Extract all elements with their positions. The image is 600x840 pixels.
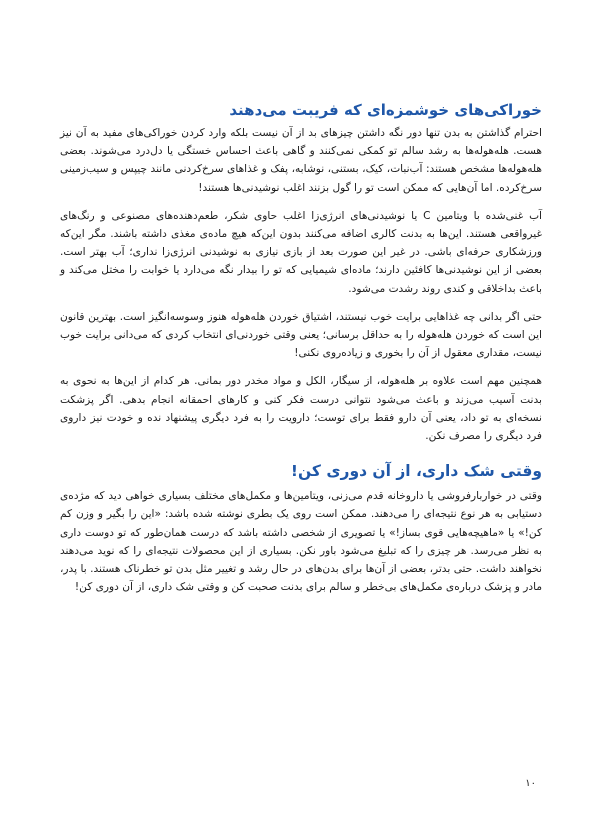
paragraph: آب غنی‌شده با ویتامین C یا نوشیدنی‌های انرژی‌زا اغلب حاوی شکر، طعم‌دهنده‌های مصنوعی و رنگ‌های غیرواقعی هستند. این‌ها به بدنت کالری اضافه می‌کنند بدون این‌که هیچ ماده‌ی مغذی داشته باشند. مگر این‌که ورزشکاری حرفه‌ای باشی. در غیر این صورت بعد از بازی نیازی به نوشیدنی انرژی‌زا نداری؛ آب بهتر است. بعضی از این نوشیدنی‌ها کافئین دارند؛ ماده‌ای شیمیایی که تو را بیدار نگه می‌دارد یا خوابت را مختل می‌کند و باعث بداخلاقی و کندی روند رشدت می‌شود.: [60, 209, 542, 295]
section-heading-when-in-doubt: وقتی شک داری، از آن دوری کن!: [290, 462, 542, 481]
page-number: ۱۰: [525, 778, 536, 789]
section-heading-tasty-junk: خوراکی‌های خوشمزه‌ای که فریبت می‌دهند: [229, 101, 542, 119]
paragraph: همچنین مهم است علاوه بر هله‌هوله، از سیگار، الکل و مواد مخدر دور بمانی. هر کدام از این‌ها به نحوی به بدنت آسیب می‌زند و باعث می‌شود نتوانی درست فکر کنی و کارهای احمقانه انجام بدهی. اگر پزشکت نسخه‌ای به تو داد، یعنی آن دارو فقط برای توست؛ دارویت را به فرد دیگری پیشنهاد نده و خودت نیز داروی فرد دیگری را مصرف نکن.: [60, 375, 542, 443]
paragraph: احترام گذاشتن به بدن تنها دور نگه داشتن چیزهای بد از آن نیست بلکه وارد کردن خوراکی‌های مفید به آن نیز هست. هله‌هوله‌ها به رشد سالم تو کمکی نمی‌کنند و گاهی باعث احساس خستگی یا دل‌درد می‌شوند. بعضی هله‌هوله‌ها مشخص هستند: آب‌نبات، کیک، بستنی، نوشابه، پفک و غذاهای سرخ‌کردنی مانند چیپس و سیب‌زمینی سرخ‌کرده. اما آن‌هایی که ممکن است تو را گول بزنند اغلب نوشیدنی‌ها هستند!: [60, 127, 542, 194]
page-content: [60, 98, 542, 606]
paragraph: وقتی در خواربارفروشی یا داروخانه قدم می‌زنی، ویتامین‌ها و مکمل‌های مختلف بسیاری خواهی دید که مژده‌ی دستیابی به هر نوع نتیجه‌ای را می‌دهند. ممکن است روی یک بطری نوشته شده باشد: «این را بگیر و وزن کم کن!» یا «ماهیچه‌هایی قوی بساز!» یا تصویری از شخصی داشته باشد که درست همان‌طور که تو دوست داری به نظر می‌رسد. هر چیزی را که تبلیغ می‌شود باور نکن. بسیاری از این محصولات نتیجه‌ای را که نوید می‌دهند نخواهند داشت. حتی بدتر، بعضی از آن‌ها برای بدن‌های در حال رشد و تغییر مثل بدن تو خطرناک هستند. با پدر، مادر و پزشک درباره‌ی مکمل‌های بی‌خطر و سالم برای بدنت صحبت کن و وقتی شک داری، از آن دوری کن!: [60, 490, 542, 594]
paragraph: حتی اگر بدانی چه غذاهایی برایت خوب نیستند، اشتیاق خوردن هله‌هوله هنوز وسوسه‌انگیز است. بهترین قانون این است که خوردن هله‌هوله را به حداقل برسانی؛ یعنی وقتی خوردنی‌ای انتخاب کردی که می‌دانی برایت خوب نیست، مقداری معقول از آن را بخوری و زیاده‌روی نکنی!: [60, 310, 542, 360]
